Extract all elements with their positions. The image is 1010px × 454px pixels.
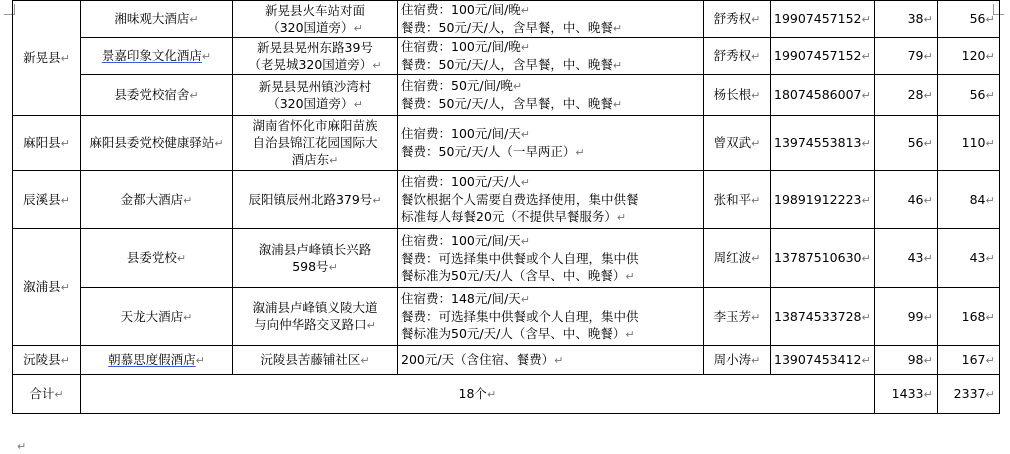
paragraph-mark: ↵	[372, 58, 382, 72]
address-text: 酒店东	[291, 152, 330, 167]
phone-cell-text: 13874533728	[774, 308, 862, 324]
county-text: 溆浦县	[23, 279, 61, 294]
count-cell-a-text: 99	[907, 308, 924, 324]
address-line	[236, 151, 394, 169]
price-line	[401, 38, 700, 56]
price-line	[401, 351, 700, 369]
hotel-name-cell	[81, 288, 233, 346]
phone-cell	[771, 288, 875, 346]
paragraph-mark: ↵	[861, 13, 871, 26]
paragraph-mark: ↵	[751, 89, 761, 102]
address-text: 新晃县晃州镇沙湾村	[258, 78, 372, 94]
count-cell-a-text: 38	[907, 11, 924, 26]
price-text: 住宿费：100元/间/天	[401, 126, 521, 141]
address-text: 溆浦县卢峰镇长兴路	[258, 241, 372, 257]
address-cell	[233, 171, 398, 229]
county-cell	[13, 1, 81, 116]
price-text: 标准每人每餐20元（不提供早餐服务）	[401, 209, 617, 224]
paragraph-mark: ↵	[861, 137, 871, 150]
paragraph-mark: ↵	[201, 50, 212, 63]
paragraph-mark: ↵	[183, 193, 193, 207]
paragraph-mark: ↵	[554, 354, 564, 367]
contact-cell	[704, 38, 771, 75]
address-line	[236, 19, 394, 37]
address-line	[236, 316, 394, 334]
count-cell-b-text: 110	[961, 135, 986, 150]
paragraph-mark: ↵	[923, 137, 933, 150]
paragraph-mark: ↵	[751, 137, 761, 150]
paragraph-mark: ↵	[861, 193, 871, 207]
contact-cell-text: 张和平	[713, 191, 752, 207]
count-cell-b	[937, 288, 999, 346]
count-cell-a	[874, 1, 937, 38]
address-text: （老晃城320国道旁）	[248, 56, 373, 72]
hotel-name: 金都大酒店	[120, 191, 184, 207]
count-cell-a	[874, 346, 937, 375]
price-line	[401, 308, 700, 325]
paragraph-mark: ↵	[520, 41, 531, 54]
phone-cell-text: 19907457152	[774, 48, 862, 63]
address-text: 沅陵县苦藤铺社区	[260, 352, 361, 367]
phone-cell-text: 13974553813	[774, 135, 862, 150]
price-text: 餐饮根据个人需要自费选择使用，集中供餐	[401, 192, 639, 207]
paragraph-mark: ↵	[625, 269, 635, 283]
address-line	[236, 95, 394, 113]
price-text: 住宿费：100元/间/天	[401, 232, 521, 248]
address-text: 与向仲华路交叉路口	[254, 317, 367, 332]
price-line	[401, 267, 700, 285]
price-line	[401, 77, 700, 95]
address-text: 湖南省怀化市麻阳苗族	[252, 118, 378, 133]
total-sum-a: 1433	[891, 386, 924, 401]
paragraph-mark: ↵	[520, 176, 531, 189]
price-text: 200元/天（含住宿、餐费）	[401, 352, 555, 367]
address-line	[236, 134, 394, 151]
hotel-name-cell	[81, 75, 233, 116]
count-cell-b-text: 56	[969, 11, 986, 26]
paragraph-mark: ↵	[520, 128, 531, 141]
price-text: 住宿费：100元/间/晚	[401, 39, 521, 54]
paragraph-mark: ↵	[575, 146, 585, 159]
phone-cell	[771, 116, 875, 171]
price-line	[401, 56, 700, 74]
phone-cell	[771, 75, 875, 116]
count-cell-a	[874, 288, 937, 346]
paragraph-mark: ↵	[985, 137, 995, 150]
count-cell-b	[937, 171, 999, 229]
price-text: 住宿费：50元/间/晚	[401, 78, 513, 93]
paragraph-mark: ↵	[60, 137, 70, 150]
paragraph-mark: ↵	[625, 328, 635, 341]
paragraph-mark: ↵	[985, 354, 995, 367]
paragraph-mark: ↵	[751, 310, 761, 324]
phone-cell-text: 13907453412	[774, 352, 862, 367]
contact-cell-text: 舒秀权	[713, 11, 752, 26]
count-cell-a	[874, 75, 937, 116]
paragraph-mark: ↵	[616, 211, 627, 224]
hotel-name: 景嘉印象文化酒店	[101, 48, 202, 63]
county-cell	[13, 229, 81, 346]
price-cell	[398, 288, 704, 346]
paragraph-mark: ↵	[751, 50, 761, 63]
paragraph-mark: ↵	[189, 89, 199, 102]
price-text: 住宿费：100元/间/晚	[401, 2, 521, 17]
paragraph-mark: ↵	[486, 388, 497, 401]
address-cell	[233, 38, 398, 75]
count-cell-a-text: 28	[907, 87, 924, 102]
hotel-name-cell	[81, 116, 233, 171]
phone-cell	[771, 346, 875, 375]
price-line	[401, 173, 700, 191]
hotel-name-cell	[81, 171, 233, 229]
hotel-name: 朝慕思度假酒店	[108, 352, 196, 367]
total-count: 18个	[458, 386, 487, 401]
price-cell	[398, 229, 704, 288]
address-text: 新晃县晃州东路39号	[257, 39, 373, 55]
count-cell-a-text: 98	[907, 352, 924, 367]
contact-cell-text: 曾双武	[713, 135, 752, 150]
price-cell	[398, 346, 704, 375]
paragraph-mark: ↵	[923, 13, 933, 26]
total-count-cell	[81, 375, 875, 414]
paragraph-mark: ↵	[612, 22, 623, 35]
total-row	[13, 375, 1000, 414]
count-cell-b-text: 168	[961, 308, 986, 324]
price-line	[401, 19, 700, 37]
table-row	[13, 171, 1000, 229]
contact-cell	[704, 229, 771, 288]
price-line	[401, 232, 700, 250]
paragraph-mark: ↵	[923, 193, 933, 207]
count-cell-b	[937, 75, 999, 116]
contact-cell	[704, 346, 771, 375]
price-text: 餐费：可选择集中供餐或个人自理，集中供	[401, 250, 639, 266]
count-cell-b	[937, 116, 999, 171]
contact-cell-text: 李玉芳	[713, 308, 752, 324]
paragraph-mark: ↵	[60, 193, 70, 207]
contact-cell	[704, 171, 771, 229]
county-text: 新晃县	[23, 50, 61, 65]
hotel-name: 县委党校宿舍	[114, 87, 190, 102]
paragraph-mark: ↵	[195, 354, 205, 367]
address-line	[236, 299, 394, 316]
address-line	[236, 2, 394, 19]
price-text: 餐费：50元/天/人，含早餐，中、晚餐	[401, 57, 613, 72]
paragraph-mark: ↵	[985, 388, 995, 401]
price-text: 餐费：50元/天/人，含早餐，中、晚餐	[401, 96, 613, 111]
paragraph-mark: ↵	[520, 293, 531, 306]
price-text: 住宿费：148元/间/天	[401, 291, 521, 306]
address-text: 辰阳镇辰州北路379号	[248, 191, 373, 207]
address-line	[236, 39, 394, 56]
price-text: 餐标准为50元/天/人（含早、中、晚餐）	[401, 326, 626, 341]
hotel-name-cell	[81, 1, 233, 38]
paragraph-mark: ↵	[360, 354, 370, 367]
count-cell-a-text: 46	[907, 191, 924, 207]
table-row	[13, 1, 1000, 38]
count-cell-b-text: 84	[969, 191, 986, 207]
paragraph-mark: ↵	[861, 252, 871, 265]
phone-cell-text: 19907457152	[774, 11, 862, 26]
paragraph-mark: ↵	[923, 388, 933, 401]
hotel-name-cell	[81, 229, 233, 288]
price-line	[401, 1, 700, 19]
paragraph-mark: ↵	[985, 89, 995, 102]
address-line	[236, 56, 394, 74]
paragraph-mark: ↵	[512, 80, 523, 93]
hotel-name: 湘味观大酒店	[114, 11, 190, 26]
total-sum-b-cell	[937, 375, 999, 414]
address-text: 新晃县火车站对面	[264, 2, 365, 18]
paragraph-mark: ↵	[17, 440, 27, 453]
county-text: 麻阳县	[23, 135, 61, 150]
paragraph-mark: ↵	[861, 310, 871, 324]
hotel-name-cell	[81, 38, 233, 75]
paragraph-mark: ↵	[751, 13, 761, 26]
paragraph-mark: ↵	[612, 59, 623, 72]
count-cell-b	[937, 1, 999, 38]
address-text: 溆浦县卢峰镇义陵大道	[252, 300, 378, 315]
contact-cell	[704, 1, 771, 38]
paragraph-mark: ↵	[923, 354, 933, 367]
count-cell-b-text: 56	[969, 87, 986, 102]
hotel-name: 县委党校	[126, 250, 177, 265]
count-cell-b-text: 120	[961, 48, 986, 63]
address-text: （320国道旁）	[267, 19, 354, 35]
price-text: 住宿费：100元/天/人	[401, 174, 521, 189]
phone-cell	[771, 1, 875, 38]
paragraph-mark: ↵	[612, 98, 623, 111]
paragraph-mark: ↵	[353, 21, 363, 35]
table-row	[13, 38, 1000, 75]
paragraph-mark: ↵	[985, 252, 995, 265]
price-line	[401, 290, 700, 308]
price-cell	[398, 75, 704, 116]
address-line	[236, 78, 394, 95]
table-row	[13, 75, 1000, 116]
address-cell	[233, 1, 398, 38]
price-cell	[398, 38, 704, 75]
paragraph-mark: ↵	[985, 193, 995, 207]
count-cell-b-text: 167	[961, 352, 986, 367]
contact-cell	[704, 75, 771, 116]
price-line	[401, 191, 700, 208]
paragraph-mark: ↵	[985, 13, 995, 26]
table-row	[13, 288, 1000, 346]
count-cell-a	[874, 116, 937, 171]
paragraph-mark: ↵	[366, 319, 376, 332]
address-line	[236, 258, 394, 276]
address-cell	[233, 346, 398, 375]
address-cell	[233, 229, 398, 288]
paragraph-mark: ↵	[328, 260, 338, 274]
phone-cell-text: 19891912223	[774, 191, 862, 207]
count-cell-a	[874, 171, 937, 229]
paragraph-mark: ↵	[520, 234, 531, 248]
paragraph-mark: ↵	[60, 52, 70, 65]
paragraph-mark: ↵	[353, 97, 363, 111]
paragraph-mark: ↵	[329, 154, 339, 167]
count-cell-b	[937, 346, 999, 375]
price-line	[401, 250, 700, 267]
address-cell	[233, 75, 398, 116]
paragraph-mark: ↵	[985, 310, 995, 324]
price-line	[401, 143, 700, 161]
paragraph-mark: ↵	[60, 354, 70, 367]
total-label: 合计	[29, 386, 55, 401]
contact-cell-text: 周小涛	[713, 352, 752, 367]
phone-cell-text: 18074586007	[774, 87, 862, 102]
address-text: 598号	[292, 258, 329, 274]
address-line	[236, 117, 394, 134]
table-body	[13, 1, 1000, 414]
paragraph-mark: ↵	[985, 50, 995, 63]
table-row	[13, 346, 1000, 375]
price-cell	[398, 1, 704, 38]
paragraph-mark: ↵	[189, 13, 199, 26]
address-cell	[233, 288, 398, 346]
count-cell-a	[874, 38, 937, 75]
address-line	[236, 241, 394, 258]
table-row	[13, 116, 1000, 171]
address-line	[236, 191, 394, 209]
total-sum-a-cell	[874, 375, 937, 414]
address-text: 自治县锦江花园国际大	[252, 135, 378, 150]
contact-cell-text: 舒秀权	[713, 48, 752, 63]
price-text: 餐费：可选择集中供餐或个人自理，集中供	[401, 309, 639, 324]
contact-cell	[704, 116, 771, 171]
price-line	[401, 208, 700, 226]
address-line	[236, 351, 394, 369]
paragraph-mark: ↵	[54, 388, 64, 401]
price-text: 餐标准为50元/天/人（含早、中、晚餐）	[401, 267, 626, 283]
paragraph-mark: ↵	[183, 310, 193, 324]
price-cell	[398, 171, 704, 229]
contact-cell	[704, 288, 771, 346]
county-cell	[13, 346, 81, 375]
price-text: 餐费：50元/天/人（一早两正）	[401, 144, 576, 159]
count-cell-b-text: 43	[969, 250, 986, 265]
paragraph-mark: ↵	[751, 193, 761, 207]
paragraph-mark: ↵	[751, 354, 761, 367]
phone-cell	[771, 38, 875, 75]
phone-cell	[771, 229, 875, 288]
paragraph-mark: ↵	[923, 310, 933, 324]
table-row	[13, 229, 1000, 288]
paragraph-mark: ↵	[372, 193, 382, 207]
county-cell	[13, 116, 81, 171]
hotel-name: 麻阳县委党校健康驿站	[89, 135, 215, 150]
county-text: 沅陵县	[23, 352, 61, 367]
paragraph-mark: ↵	[176, 252, 187, 265]
phone-cell	[771, 171, 875, 229]
paragraph-mark: ↵	[60, 281, 70, 294]
paragraph-mark: ↵	[923, 50, 933, 63]
count-cell-a-text: 56	[907, 135, 924, 150]
phone-cell-text: 13787510630	[774, 250, 862, 265]
document-table-container	[12, 0, 1000, 414]
price-line	[401, 325, 700, 343]
paragraph-mark: ↵	[923, 89, 933, 102]
total-label-cell	[13, 375, 81, 414]
paragraph-mark: ↵	[751, 252, 761, 265]
paragraph-mark: ↵	[214, 137, 224, 150]
paragraph-mark: ↵	[520, 4, 531, 17]
contact-cell-text: 周红波	[713, 250, 752, 265]
paragraph-mark: ↵	[923, 252, 933, 265]
paragraph-mark: ↵	[861, 89, 871, 102]
price-line	[401, 95, 700, 113]
address-cell	[233, 116, 398, 171]
hotel-name-cell	[81, 346, 233, 375]
county-text: 辰溪县	[23, 191, 61, 207]
paragraph-mark: ↵	[861, 50, 871, 63]
price-text: 餐费：50元/天/人，含早餐，中、晚餐	[401, 20, 613, 35]
total-sum-b: 2337	[953, 386, 986, 401]
address-text: （320国道旁）	[267, 95, 354, 111]
price-cell	[398, 116, 704, 171]
hotel-table	[12, 0, 1000, 414]
hotel-name: 天龙大酒店	[120, 308, 184, 324]
county-cell	[13, 171, 81, 229]
paragraph-mark: ↵	[861, 354, 871, 367]
price-line	[401, 125, 700, 143]
count-cell-a-text: 79	[907, 48, 924, 63]
count-cell-a	[874, 229, 937, 288]
count-cell-a-text: 43	[907, 250, 924, 265]
count-cell-b	[937, 229, 999, 288]
count-cell-b	[937, 38, 999, 75]
contact-cell-text: 杨长根	[713, 87, 752, 102]
